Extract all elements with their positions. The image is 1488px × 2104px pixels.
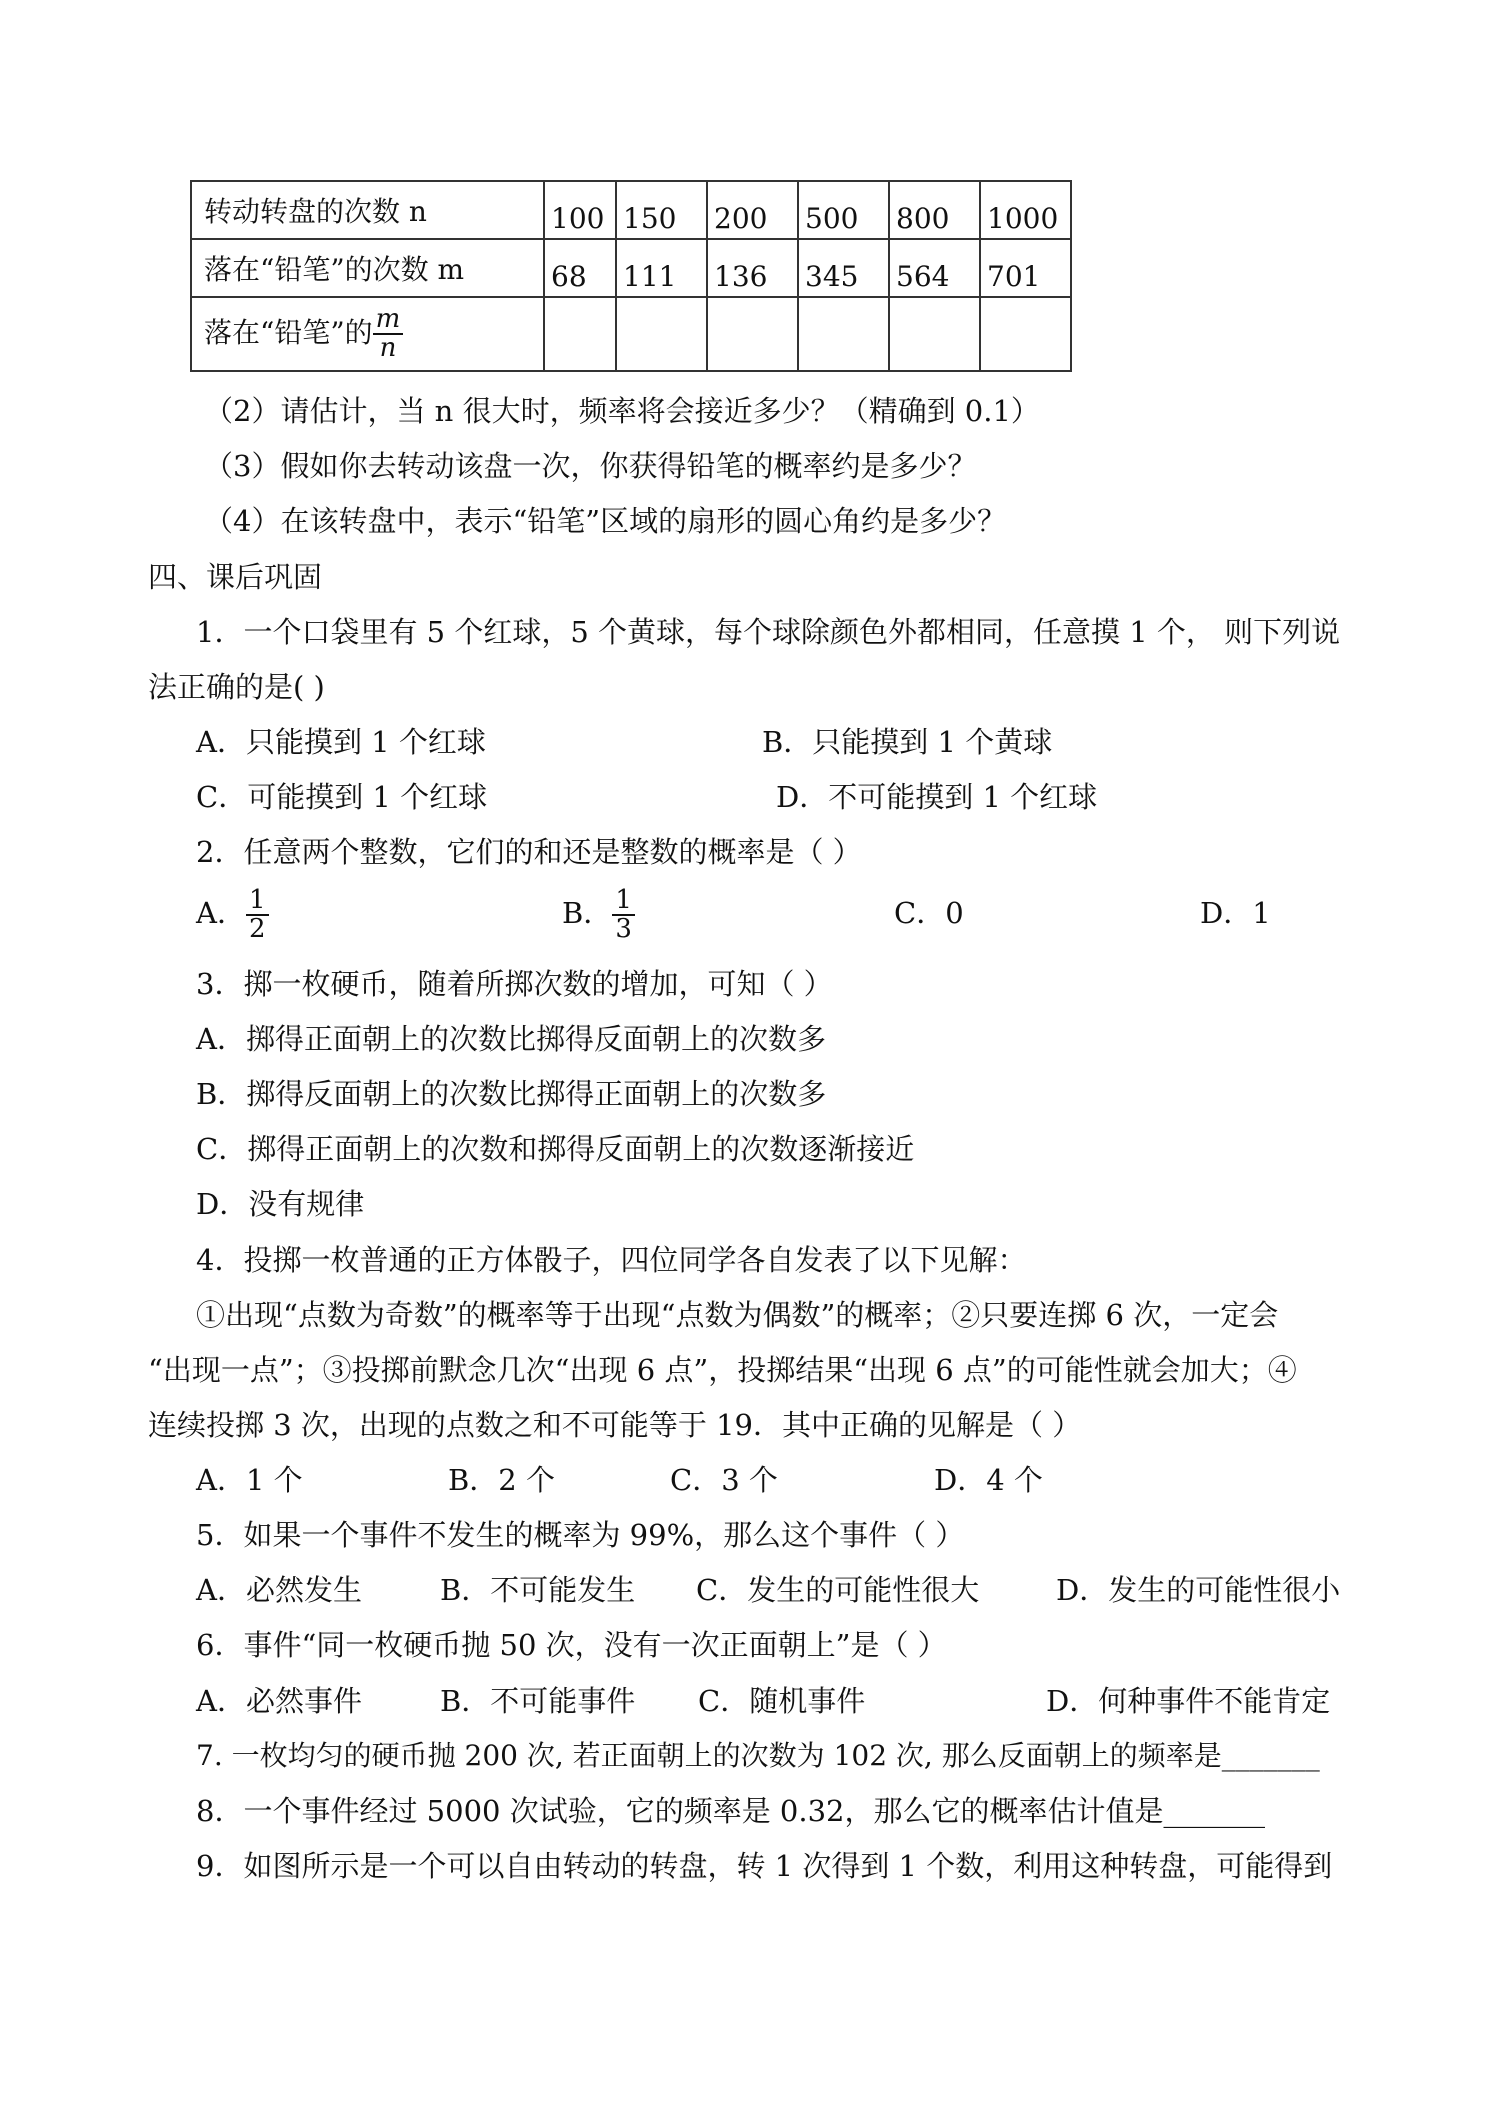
- section-title: 四、课后巩固: [148, 560, 323, 594]
- table-cell: 100: [544, 181, 616, 239]
- table-row: [191, 239, 1071, 297]
- q2-option-c: C．0: [894, 896, 964, 930]
- table-cell: [707, 297, 798, 371]
- q3-stem: 3．掷一枚硬币，随着所掷次数的增加，可知（ ）: [196, 967, 833, 1001]
- table-cell: [798, 297, 889, 371]
- table-cell: 200: [707, 181, 798, 239]
- table-row: [191, 297, 1071, 371]
- table-cell: 564: [889, 239, 980, 297]
- q8-stem: 8．一个事件经过 5000 次试验，它的频率是 0.32，那么它的概率估计值是_______: [196, 1794, 1265, 1828]
- q4-line3: 连续投掷 3 次，出现的点数之和不可能等于 19．其中正确的见解是（ ）: [148, 1408, 1082, 1442]
- table-cell: [889, 297, 980, 371]
- q5-stem: 5．如果一个事件不发生的概率为 99%，那么这个事件（ ）: [196, 1518, 965, 1552]
- table-cell: 800: [889, 181, 980, 239]
- q6-option-b: B．不可能事件: [440, 1684, 636, 1718]
- q1-option-c: C．可能摸到 1 个红球: [196, 780, 488, 814]
- table-cell: 701: [980, 239, 1071, 297]
- q4-option-d: D．4 个: [934, 1463, 1043, 1497]
- table-row: [191, 181, 1071, 239]
- table-cell: 1000: [980, 181, 1071, 239]
- question-4-text: （4）在该转盘中，表示“铅笔”区域的扇形的圆心角约是多少？: [204, 504, 1007, 538]
- q3-option-d: D．没有规律: [196, 1187, 365, 1221]
- table-cell: 345: [798, 239, 889, 297]
- q4-option-b: B．2 个: [448, 1463, 555, 1497]
- q1-stem-line2: 法正确的是( ): [148, 670, 325, 704]
- q6-option-c: C．随机事件: [698, 1684, 866, 1718]
- q9-stem: 9．如图所示是一个可以自由转动的转盘，转 1 次得到 1 个数，利用这种转盘，可能得到: [196, 1849, 1333, 1883]
- q2-option-a: A． $\frac{1}{2}$: [196, 880, 269, 946]
- table-cell: 68: [544, 239, 616, 297]
- q7-stem: 7. 一枚均匀的硬币抛 200 次, 若正面朝上的次数为 102 次, 那么反面朝上的频率是_______: [196, 1739, 1320, 1772]
- q4-line2: “出现一点”；③投掷前默念几次“出现 6 点”，投掷结果“出现 6 点”的可能性就会加大；④: [148, 1353, 1297, 1387]
- frequency-table: [190, 180, 1072, 372]
- q2-option-b: B． $\frac{1}{3}$: [562, 880, 635, 946]
- q3-option-c: C．掷得正面朝上的次数和掷得反面朝上的次数逐渐接近: [196, 1132, 915, 1166]
- table-row-label: 落在“铅笔”的 $\frac{m}{n}$: [191, 297, 544, 371]
- q5-option-c: C．发生的可能性很大: [696, 1573, 980, 1607]
- q4-line1: ①出现“点数为奇数”的概率等于出现“点数为偶数”的概率；②只要连掷 6 次，一定会: [196, 1298, 1279, 1332]
- q3-option-a: A．掷得正面朝上的次数比掷得反面朝上的次数多: [196, 1022, 826, 1056]
- q4-option-c: C．3 个: [670, 1463, 778, 1497]
- q2-option-d: D．1: [1200, 896, 1271, 930]
- q1-option-b: B．只能摸到 1 个黄球: [762, 725, 1053, 759]
- table-cell: 500: [798, 181, 889, 239]
- q1-stem-line1: 1．一个口袋里有 5 个红球，5 个黄球，每个球除颜色外都相同，任意摸 1 个， 则下列说: [196, 615, 1341, 649]
- q5-option-a: A．必然发生: [196, 1573, 362, 1607]
- q4-option-a: A．1 个: [196, 1463, 303, 1497]
- question-3-text: （3）假如你去转动该盘一次，你获得铅笔的概率约是多少？: [204, 449, 977, 483]
- question-2-text: （2）请估计，当 n 很大时，频率将会接近多少？（精确到 0.1）: [204, 394, 1040, 428]
- q4-stem: 4．投掷一枚普通的正方体骰子，四位同学各自发表了以下见解：: [196, 1243, 1027, 1277]
- q5-option-b: B．不可能发生: [440, 1573, 636, 1607]
- q6-option-a: A．必然事件: [196, 1684, 362, 1718]
- fraction-m-over-n: $\frac{m}{n}$: [373, 306, 404, 363]
- q1-option-a: A．只能摸到 1 个红球: [196, 725, 486, 759]
- q6-option-d: D．何种事件不能肯定: [1046, 1684, 1331, 1718]
- table-cell: 136: [707, 239, 798, 297]
- table-cell: [980, 297, 1071, 371]
- table-cell: 111: [616, 239, 707, 297]
- table-cell: [544, 297, 616, 371]
- fraction-one-half: $\frac{1}{2}$: [246, 887, 269, 944]
- fraction-one-third: $\frac{1}{3}$: [612, 887, 635, 944]
- table-cell: [616, 297, 707, 371]
- q2-stem: 2．任意两个整数，它们的和还是整数的概率是（ ）: [196, 835, 862, 869]
- q5-option-d: D．发生的可能性很小: [1056, 1573, 1341, 1607]
- table-row-label: 转动转盘的次数 n: [191, 181, 544, 239]
- table-row-label: 落在“铅笔”的次数 m: [191, 239, 544, 297]
- q1-option-d: D．不可能摸到 1 个红球: [776, 780, 1098, 814]
- q3-option-b: B．掷得反面朝上的次数比掷得正面朝上的次数多: [196, 1077, 827, 1111]
- table-cell: 150: [616, 181, 707, 239]
- q6-stem: 6．事件“同一枚硬币抛 50 次，没有一次正面朝上”是（ ）: [196, 1628, 947, 1662]
